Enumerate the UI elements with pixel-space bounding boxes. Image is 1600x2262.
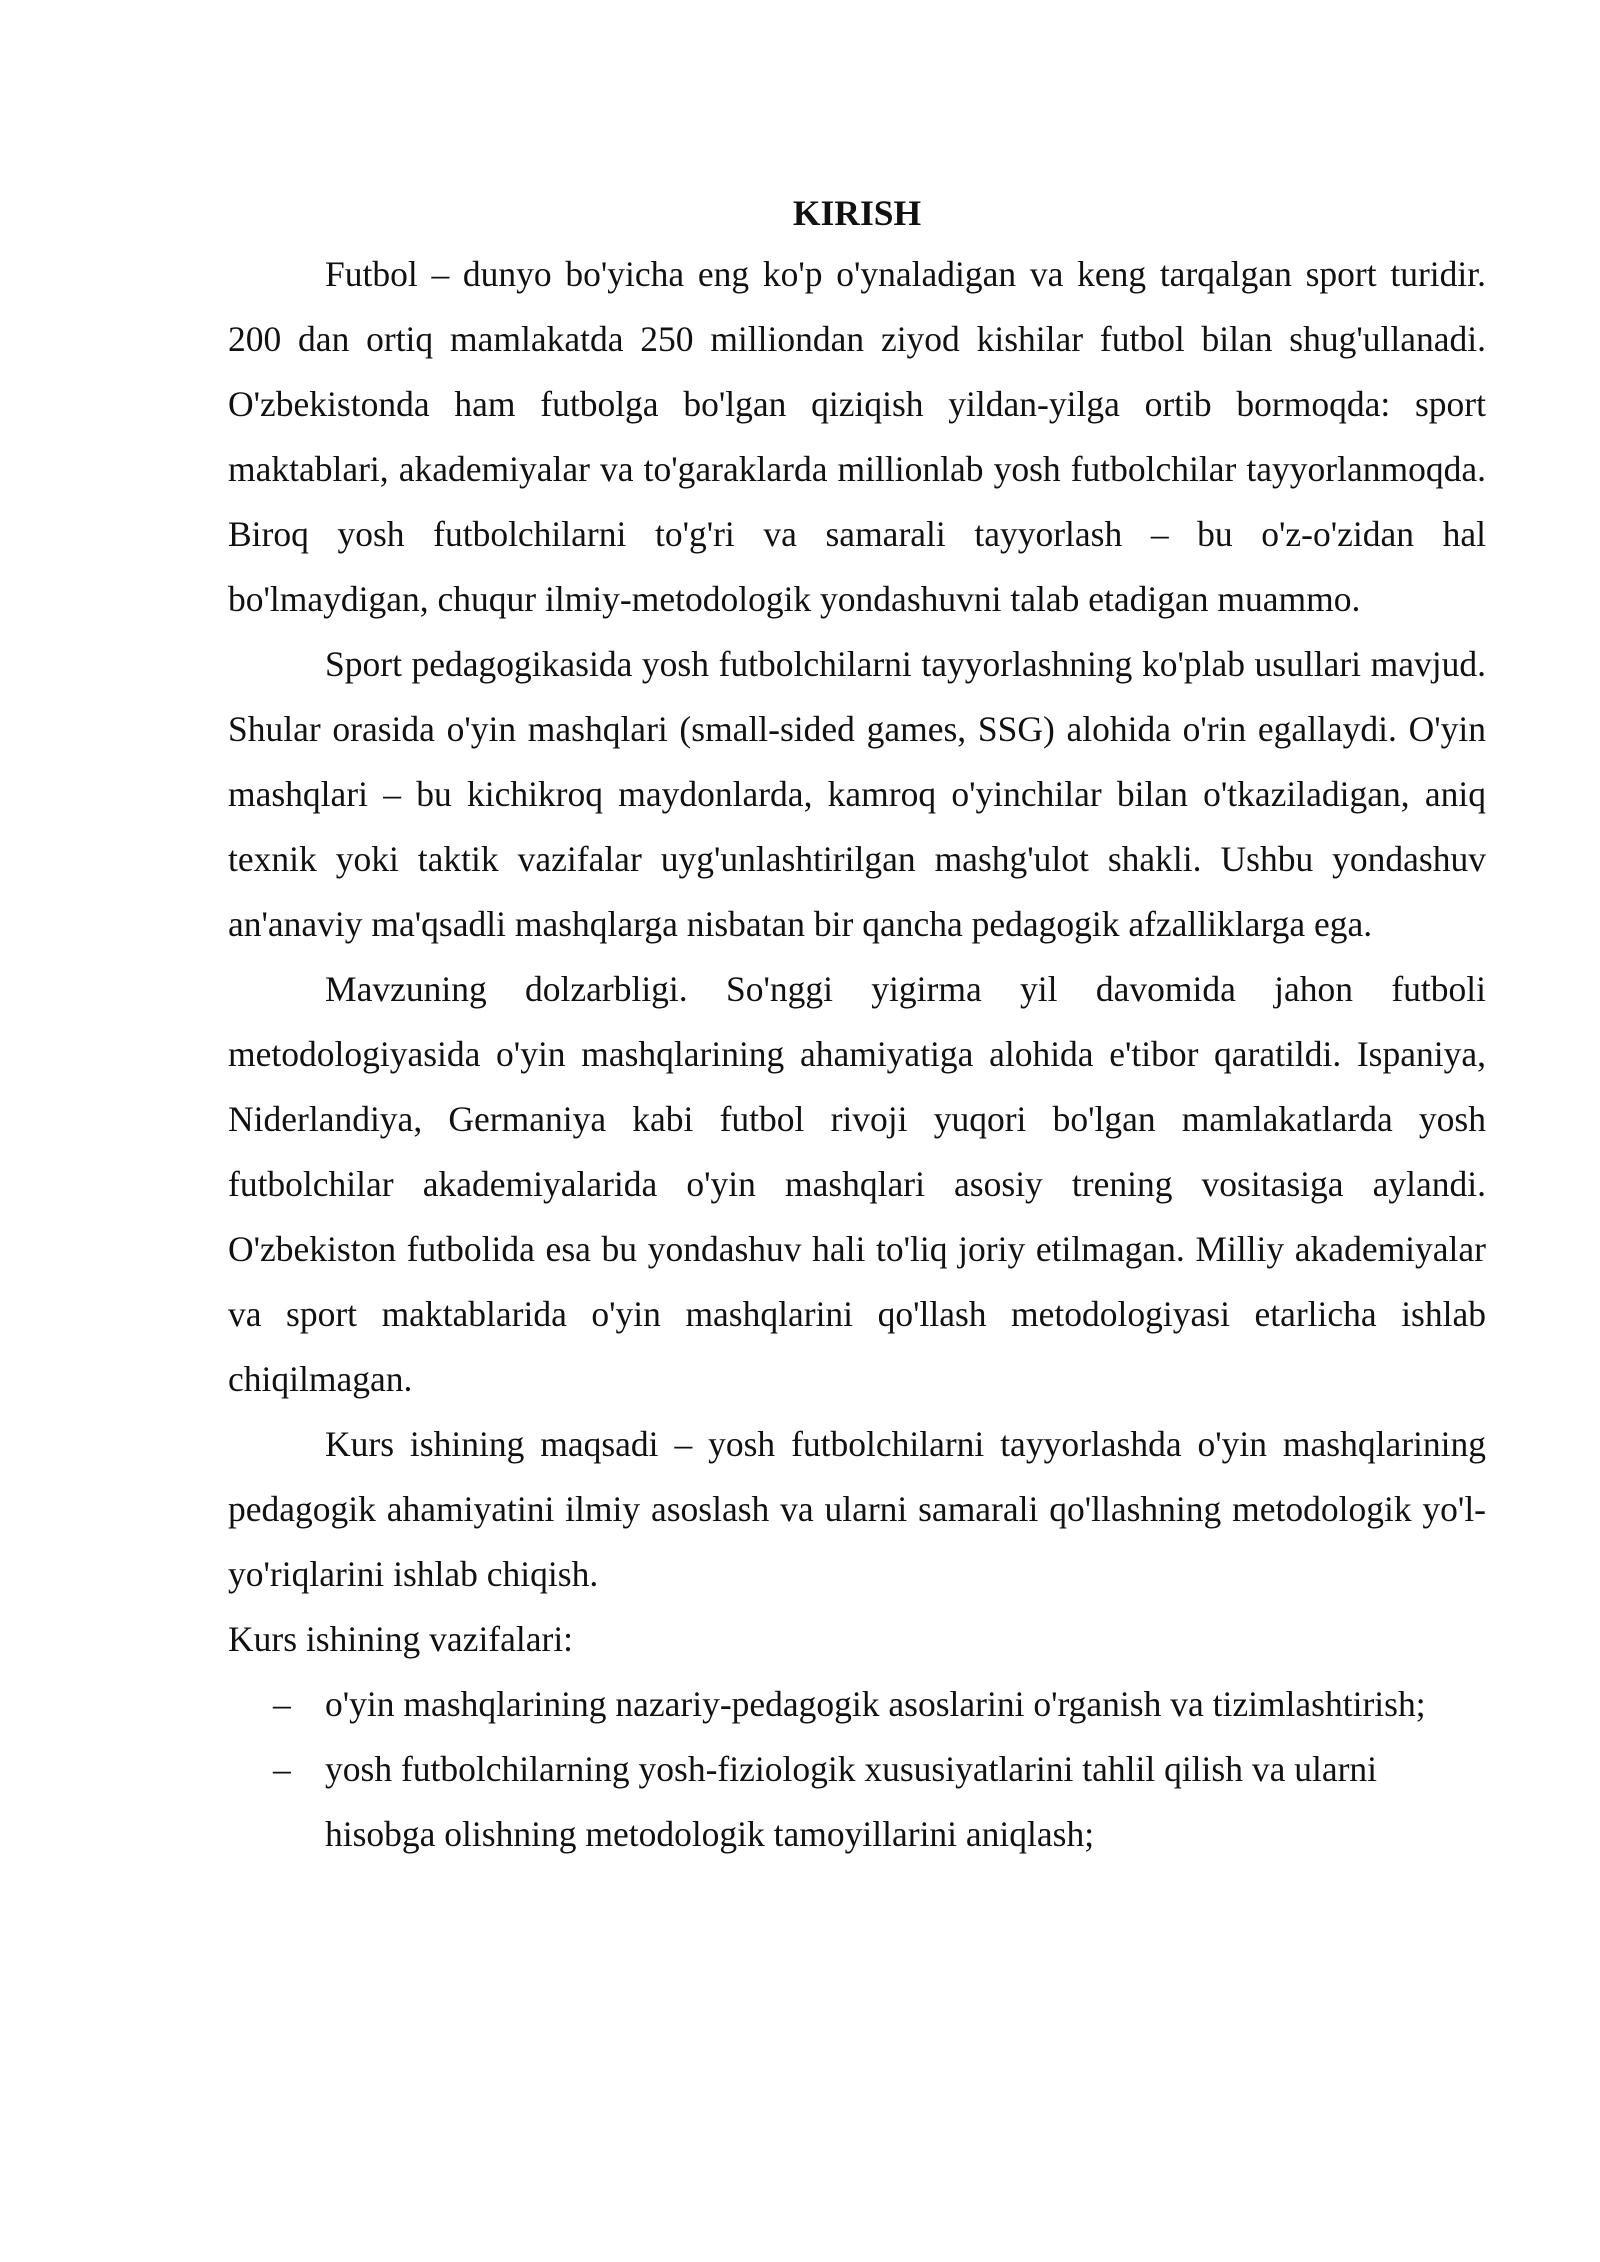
paragraph-intro: Futbol – dunyo bo'yicha eng ko'p o'ynaladigan va keng tarqalgan sport turidir. 200 dan ortiq mamlakatda 250 milliondan ziyod kishilar futbol bilan shug'ullanadi. O'zbekistonda ham futbolga bo'lgan qiziqish yildan-yilga ortib bormoqda: sport maktablari, akademiyalar va to'garaklarda millionlab yosh futbolchilar tayyorlanmoqda. Biroq yosh futbolchilarni to'g'ri va samarali tayyorlash – bu o'z-o'zidan hal bo'lmaydigan, chuqur ilmiy-metodologik yondashuvni talab etadigan muammo. <box>228 254 1486 619</box>
tasks-list <box>228 1672 1486 1867</box>
tasks-heading: Kurs ishining vazifalari: <box>228 1619 574 1659</box>
paragraph-goal: Kurs ishining maqsadi – yosh futbolchilarni tayyorlashda o'yin mashqlarining pedagogik ahamiyatini ilmiy asoslash va ularni samarali qo'llashning metodologik yo'l-yo'riqlarini ishlab chiqish. <box>228 1424 1486 1594</box>
list-item <box>273 1737 1486 1867</box>
list-item <box>273 1672 1486 1737</box>
paragraph-methods: Sport pedagogikasida yosh futbolchilarni tayyorlashning ko'plab usullari mavjud. Shular orasida o'yin mashqlari (small-sided games, SSG) alohida o'rin egallaydi. O'yin mashqlari – bu kichikroq maydonlarda, kamroq o'yinchilar bilan o'tkaziladigan, aniq texnik yoki taktik vazifalar uyg'unlashtirilgan mashg'ulot shakli. Ushbu yondashuv an'anaviy ma'qsadli mashqlarga nisbatan bir qancha pedagogik afzalliklarga ega. <box>228 644 1486 944</box>
list-bullet: – <box>273 1684 291 1724</box>
list-bullet: – <box>273 1749 291 1789</box>
paragraph-relevance: Mavzuning dolzarbligi. So'nggi yigirma yil davomida jahon futboli metodologiyasida o'yin mashqlarining ahamiyatiga alohida e'tibor qaratildi. Ispaniya, Niderlandiya, Germaniya kabi futbol rivoji yuqori bo'lgan mamlakatlarda yosh futbolchilar akademiyalarida o'yin mashqlari asosiy trening vositasiga aylandi. O'zbekiston futbolida esa bu yondashuv hali to'liq joriy etilmagan. Milliy akademiyalar va sport maktablarida o'yin mashqlarini qo'llash metodologiyasi etarlicha ishlab chiqilmagan. <box>228 969 1486 1399</box>
list-item-text: o'yin mashqlarining nazariy-pedagogik asoslarini o'rganish va tizimlashtirish; <box>325 1684 1426 1724</box>
list-item-text: yosh futbolchilarning yosh-fiziologik xususiyatlarini tahlil qilish va ularni hisobga olishning metodologik tamoyillarini aniqlash; <box>325 1749 1378 1854</box>
section-title: KIRISH <box>792 193 922 233</box>
